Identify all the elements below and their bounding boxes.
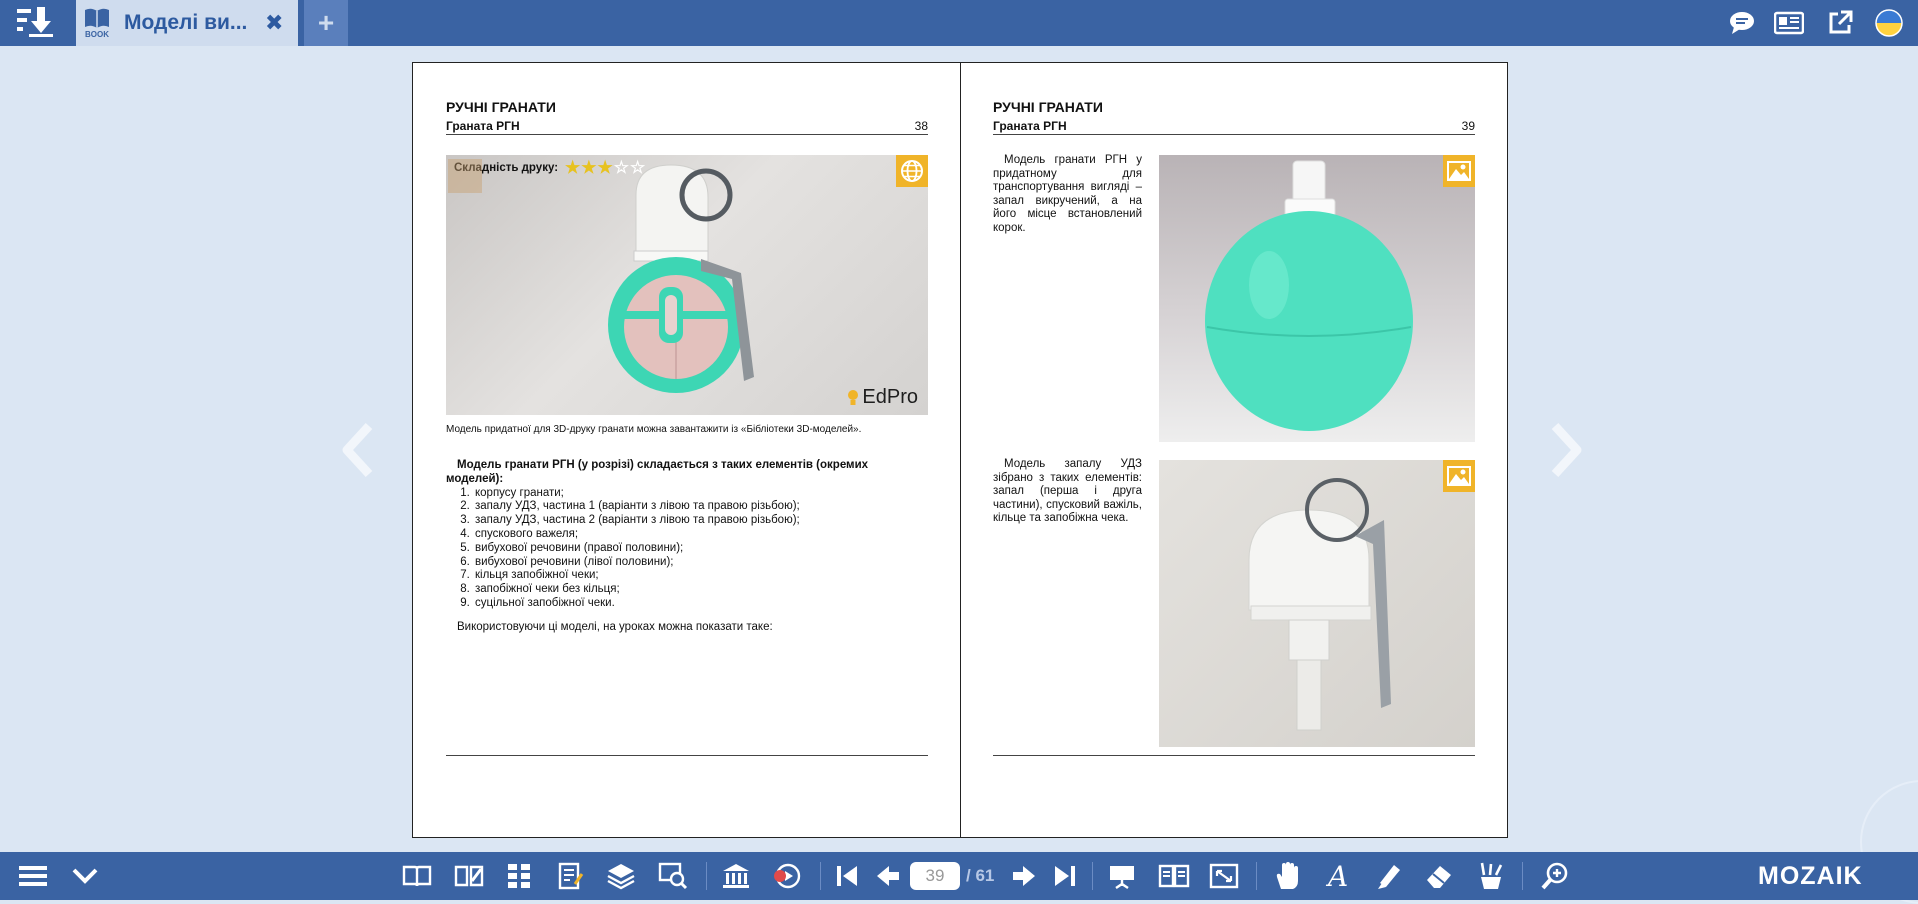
search-page-icon	[658, 862, 688, 890]
footer-divider	[446, 755, 928, 756]
list-item: 7. кільця запобіжної чеки;	[473, 569, 928, 583]
fuse-description: Модель запалу УДЗ зібрано з таких елементів: запал (перша і друга частини), спусковий важіль, кільце та запобіжна чека.	[993, 458, 1142, 525]
play-media-icon	[772, 862, 802, 890]
print-difficulty	[454, 159, 645, 176]
header-divider	[993, 134, 1475, 135]
footer-divider	[993, 755, 1475, 756]
double-page-view-button[interactable]	[1155, 858, 1193, 894]
list-item: 2. запалу УДЗ, частина 1 (варіанти з лівою та правою різьбою);	[473, 500, 928, 514]
left-page	[446, 63, 928, 837]
elements-list	[446, 487, 928, 611]
section-title: РУЧНІ ГРАНАТИ	[993, 99, 1103, 115]
list-item: 4. спускового важеля;	[473, 528, 928, 542]
lightbulb-logo-icon	[847, 389, 859, 407]
book-spine	[960, 63, 961, 837]
bottom-toolbar	[0, 852, 1918, 900]
difficulty-stars	[564, 159, 645, 176]
image-zoom-button[interactable]	[1443, 155, 1475, 187]
mozaik-logo: MOZAIK	[1758, 862, 1863, 890]
fuse-photo[interactable]	[1159, 460, 1475, 747]
toolbar-separator	[706, 862, 707, 890]
ukraine-flag-icon	[1875, 9, 1903, 37]
layers-button[interactable]	[602, 858, 640, 894]
list-item: 9. суцільної запобіжної чеки.	[473, 597, 928, 611]
list-item: 1. корпусу гранати;	[473, 487, 928, 501]
table-of-contents-button[interactable]	[398, 858, 436, 894]
highlighter-tool-button[interactable]	[1370, 858, 1408, 894]
layers-icon	[606, 862, 636, 890]
chat-icon	[1728, 10, 1756, 36]
close-tab-icon[interactable]: ✖	[265, 10, 284, 36]
difficulty-label: Складність друку:	[454, 161, 559, 174]
header-divider	[446, 134, 928, 135]
tab-title: Моделі ви...	[124, 11, 248, 34]
chat-button[interactable]	[1726, 5, 1758, 41]
fullscreen-button[interactable]	[1205, 858, 1243, 894]
newspaper-icon	[1774, 11, 1804, 35]
notes-button[interactable]	[552, 858, 590, 894]
search-content-button[interactable]	[654, 858, 692, 894]
media-button[interactable]	[768, 858, 806, 894]
fullscreen-icon	[1209, 863, 1239, 889]
edit-book-button[interactable]	[450, 858, 488, 894]
grenade-cutaway-photo[interactable]	[446, 155, 928, 415]
main-menu-button[interactable]	[14, 858, 52, 894]
toolbar-separator	[1092, 862, 1093, 890]
book-icon	[80, 6, 114, 40]
top-bar	[0, 0, 1918, 46]
notes-icon	[558, 862, 584, 890]
book-tab[interactable]	[76, 0, 298, 46]
drawing-tools-button[interactable]	[1472, 858, 1510, 894]
list-item: 5. вибухової речовини (правої половини);	[473, 542, 928, 556]
star-filled-icon: ★	[597, 158, 613, 177]
previous-page-button[interactable]	[869, 858, 907, 894]
outro-paragraph: Використовуючи ці моделі, на уроках можна показати таке:	[457, 620, 773, 633]
text-tool-button[interactable]	[1320, 858, 1358, 894]
presentation-icon	[1107, 862, 1137, 890]
zoom-in-icon	[1540, 861, 1570, 891]
previous-page-arrow[interactable]	[334, 420, 384, 480]
external-link-button[interactable]	[1824, 5, 1856, 41]
toolbar-separator	[820, 862, 821, 890]
star-filled-icon: ★	[565, 158, 581, 177]
eraser-icon	[1424, 862, 1454, 890]
first-page-icon	[835, 864, 861, 888]
arrow-left-icon	[875, 864, 901, 888]
image-zoom-button[interactable]	[1443, 460, 1475, 492]
language-button[interactable]	[1872, 5, 1906, 41]
book-icon-caption: BOOK	[85, 30, 109, 39]
last-page-icon	[1051, 864, 1077, 888]
chevron-left-icon	[339, 422, 379, 478]
globe-link-button[interactable]	[896, 155, 928, 187]
add-tab-button[interactable]: +	[304, 0, 348, 46]
grenade-transport-photo[interactable]	[1159, 155, 1475, 442]
highlighter-icon	[1374, 861, 1404, 891]
body-text	[446, 459, 928, 635]
external-link-icon	[1827, 10, 1853, 36]
text-tool-icon	[1325, 861, 1353, 891]
fuse-illustration	[1159, 460, 1475, 747]
chevron-down-icon	[71, 866, 99, 886]
next-page-arrow[interactable]	[1540, 420, 1590, 480]
lightbulb-icon	[448, 159, 482, 193]
transport-description: Модель гранати РГН у придатному для транспортування вигляді – запал викручений, а на його місце встановлений корок.	[993, 154, 1142, 234]
image-icon	[1447, 161, 1471, 181]
eraser-tool-button[interactable]	[1420, 858, 1458, 894]
book-spread	[412, 62, 1508, 838]
zoom-button[interactable]	[1536, 858, 1574, 894]
grenade-cutaway-illustration	[446, 155, 928, 415]
list-item: 8. запобіжної чеки без кільця;	[473, 583, 928, 597]
collapse-toolbar-button[interactable]	[66, 858, 104, 894]
toolbar-separator	[1256, 862, 1257, 890]
svg-text:A: A	[1328, 861, 1349, 891]
page-subtitle: Граната РГН	[446, 119, 520, 133]
grid-icon	[507, 863, 531, 889]
page-subtitle: Граната РГН	[993, 119, 1067, 133]
chevron-right-icon	[1545, 422, 1585, 478]
book-edit-icon	[454, 863, 484, 889]
pointer-tool-button[interactable]	[1268, 858, 1306, 894]
toolbar-separator	[1522, 862, 1523, 890]
star-empty-icon: ☆	[613, 158, 630, 177]
next-page-button[interactable]	[1005, 858, 1043, 894]
right-page	[993, 63, 1475, 837]
open-book-icon	[402, 863, 432, 889]
news-button[interactable]	[1772, 5, 1806, 41]
section-title: РУЧНІ ГРАНАТИ	[446, 99, 556, 115]
hand-icon	[1273, 861, 1301, 891]
double-page-icon	[1158, 863, 1190, 889]
image-icon	[1447, 466, 1471, 486]
total-pages: / 61	[966, 866, 995, 885]
image-caption: Модель придатної для 3D-друку гранати можна завантажити із «Бібліотеки 3D-моделей».	[446, 424, 862, 435]
page-number: 38	[914, 119, 928, 133]
museum-icon	[721, 862, 751, 890]
intro-paragraph: Модель гранати РГН (у розрізі) складається з таких елементів (окремих моделей):	[446, 459, 869, 485]
app-menu-button[interactable]	[10, 3, 60, 41]
grenade-sphere-illustration	[1159, 155, 1475, 442]
globe-icon	[900, 159, 924, 183]
page-number: 39	[1461, 119, 1475, 133]
star-empty-icon: ☆	[630, 158, 646, 177]
last-page-button[interactable]	[1045, 858, 1083, 894]
pencil-cup-icon	[1476, 861, 1506, 891]
star-filled-icon: ★	[581, 158, 597, 177]
download-menu-icon	[15, 5, 55, 39]
arrow-right-icon	[1011, 864, 1037, 888]
page-number-input[interactable]: 39	[910, 862, 960, 890]
first-page-button[interactable]	[829, 858, 867, 894]
page-grid-button[interactable]	[500, 858, 538, 894]
edpro-watermark	[847, 386, 918, 409]
list-item: 3. запалу УДЗ, частина 2 (варіанти з лівою та правою різьбою);	[473, 514, 928, 528]
library-button[interactable]	[717, 858, 755, 894]
presentation-button[interactable]	[1103, 858, 1141, 894]
hamburger-icon	[18, 863, 48, 889]
edpro-text: EdPro	[862, 386, 918, 408]
list-item: 6. вибухової речовини (лівої половини);	[473, 556, 928, 570]
